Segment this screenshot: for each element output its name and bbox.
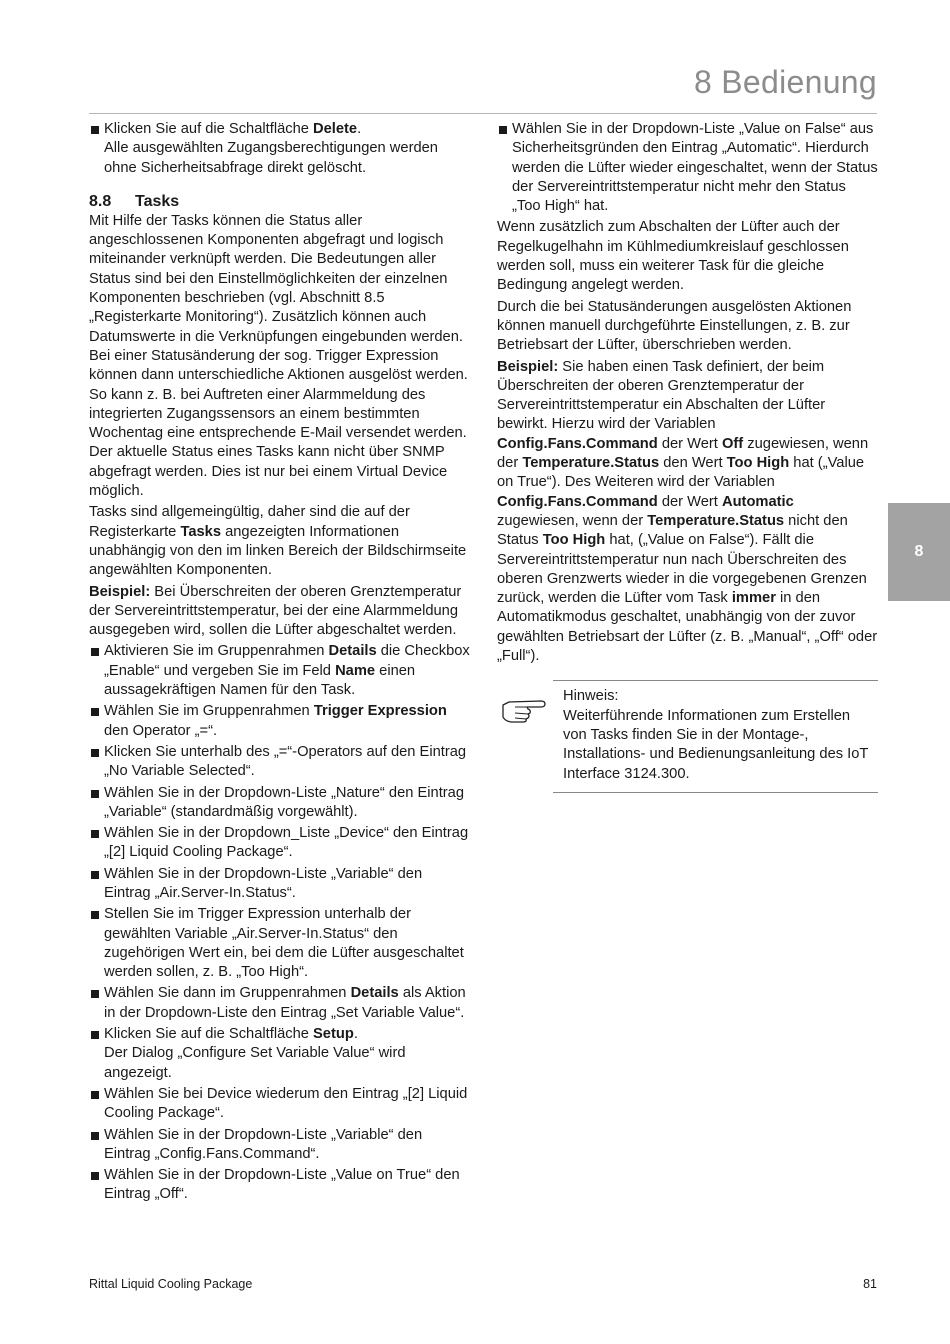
valve-paragraph: Wenn zusätzlich zum Abschalten der Lüfter auch der Regelkugelhahn im Kühlmediumkreislauf geschlossen werden soll, muss ein weiterer Task für die gleiche Bedingung angelegt werden. [497, 219, 849, 294]
step-3: Klicken Sie unterhalb des „=“-Operators auf den Eintrag „No Variable Selected“. [89, 743, 471, 782]
chapter-header: 8 Bedienung [693, 64, 877, 100]
step-10: Wählen Sie bei Device wiederum den Eintrag „[2] Liquid Cooling Package“. [89, 1085, 471, 1124]
value-on-false-step: Wählen Sie in der Dropdown-Liste „Value on False“ aus Sicherheitsgründen den Eintrag „Automatic“. Hierdurch werden die Lüfter wieder eingeschaltet, wenn der Status der Servereintrittstemperatur nicht mehr den Status „Too High“ hat. [497, 120, 878, 216]
footer-product: Rittal Liquid Cooling Package [89, 1277, 253, 1291]
step-4: Wählen Sie in der Dropdown-Liste „Nature“ den Eintrag „Variable“ (standardmäßig vorgewählt). [89, 784, 471, 823]
step-2: Wählen Sie im Gruppenrahmen Trigger Expression den Operator „=“. [89, 702, 471, 741]
chapter-tab: 8 [888, 503, 950, 601]
tasks-general-paragraph: Tasks sind allgemeingültig, daher sind die auf der Registerkarte Tasks angezeigten Informationen unabhängig von den im linken Bereich der Bildschirmseite angewählten Komponenten. [89, 504, 467, 579]
step-1: Aktivieren Sie im Gruppenrahmen Details die Checkbox „Enable“ und vergeben Sie im Feld Name einen aussagekräftigen Namen für den Task. [89, 642, 471, 700]
example-paragraph: Beispiel: Bei Überschreiten der oberen Grenztemperatur der Servereintrittstemperatur, bei der eine Alarmmeldung ausgegeben wird, sollen die Lüfter abgeschaltet werden. [89, 583, 462, 639]
note-text: Weiterführende Informationen zum Erstellen von Tasks finden Sie in der Montage-, Installations- und Bedienungsanleitung des IoT Interface 3124.300. [563, 707, 869, 782]
delete-step: Klicken Sie auf die Schaltfläche Delete. Alle ausgewählten Zugangsberechtigungen werden ohne Sicherheitsabfrage direkt gelöscht. [89, 120, 471, 178]
note-box [553, 680, 878, 792]
section-number: 8.8 [89, 192, 112, 210]
example-label: Beispiel: [89, 583, 151, 600]
delete-result: Alle ausgewählten Zugangsberechtigungen werden ohne Sicherheitsabfrage direkt gelöscht. [104, 140, 438, 176]
section-heading [89, 192, 471, 212]
step-12: Wählen Sie in der Dropdown-Liste „Value on True“ den Eintrag „Off“. [89, 1166, 471, 1205]
page-number: 81 [863, 1277, 877, 1291]
pointing-hand-icon [501, 695, 547, 723]
left-column [89, 120, 471, 1207]
section-title: Tasks [135, 192, 180, 210]
step-7: Stellen Sie im Trigger Expression unterhalb der gewählten Variable „Air.Server-In.Status“ den zugehörigen Wert ein, bei dem die Lüfter ausgeschaltet werden sollen, z. B. „Too High“. [89, 905, 471, 982]
delete-label: Delete [313, 121, 358, 137]
header-rule [89, 113, 877, 114]
example-2-paragraph: Beispiel: Sie haben einen Task definiert, der beim Überschreiten der oberen Grenztemperatur der Servereintrittstemperatur ein Abschalten der Lüfter bewirkt. Hierzu wird der Variablen Config.Fans.Command der Wert Off zugewiesen, wenn der Temperature.Status den Wert Too High hat („Value on True“). Des Weiteren wird der Variablen Config.Fans.Command der Wert Automatic zugewiesen, wenn der Temperature.Status nicht den Status Too High hat, („Value on False“). Fällt die Servereintrittstemperatur nun nach Überschreiten des oberen Grenzwerts wieder in die vorgegebenen Grenzen zurück, werden die Lüfter vom Task immer in den Automatikmodus geschaltet, unabhängig von der zuvor gewählten Betriebsart der Lüfter (z. B. „Manual“, „Off“ oder „Full“). [497, 358, 878, 665]
step-5: Wählen Sie in der Dropdown_Liste „Device“ den Eintrag „[2] Liquid Cooling Package“. [89, 824, 471, 863]
step-8: Wählen Sie dann im Gruppenrahmen Details als Aktion in der Dropdown-Liste den Eintrag „Set Variable Value“. [89, 984, 471, 1023]
step-9: Klicken Sie auf die Schaltfläche Setup. Der Dialog „Configure Set Variable Value“ wird angezeigt. [89, 1025, 471, 1083]
tasks-intro-paragraph: Mit Hilfe der Tasks können die Status aller angeschlossenen Komponenten abgefragt und logisch miteinander verknüpft werden. Die Bedeutungen aller Status sind bei den Einstellmöglichkeiten der einzelnen Komponenten beschrieben (vgl. Abschnitt 8.5 „Registerkarte Monitoring“). Zusätzlich können auch Datumswerte in die Verknüpfungen eingebunden werden. Bei einer Statusänderung der sog. Trigger Expression können dann unterschiedliche Aktionen ausgelöst werden. So kann z. B. bei Auftreten einer Alarmmeldung des integrierten Zugangssensors an einem bestimmten Wochentag eine entsprechende E-Mail versendet werden. Der aktuelle Status eines Tasks kann nicht über SNMP abgefragt werden. Dies ist nur bei einem Virtual Device möglich. [89, 212, 468, 500]
right-column [497, 120, 878, 793]
note-title: Hinweis: [563, 688, 619, 705]
step-11: Wählen Sie in der Dropdown-Liste „Variable“ den Eintrag „Config.Fans.Command“. [89, 1126, 471, 1165]
step-6: Wählen Sie in der Dropdown-Liste „Variable“ den Eintrag „Air.Server-In.Status“. [89, 865, 471, 904]
override-paragraph: Durch die bei Statusänderungen ausgelösten Aktionen können manuell durchgeführte Einstellungen, z. B. zur Betriebsart der Lüfter, überschrieben werden. [497, 298, 852, 354]
